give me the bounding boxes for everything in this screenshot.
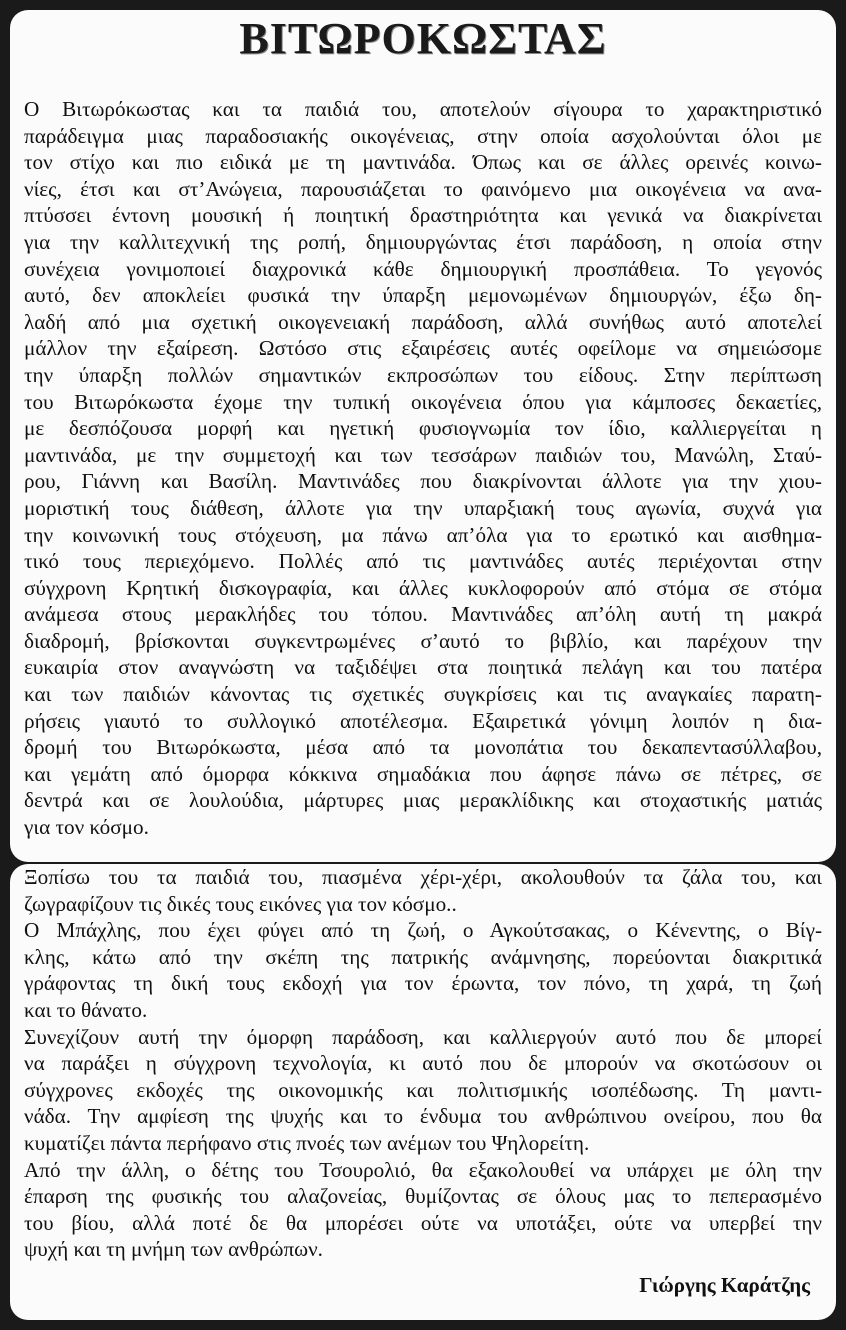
text-line: πτύσσει έντονη μουσική ή ποιητική δραστηριότητα και γενικά να διακρίνεται — [24, 203, 822, 228]
text-line: σύγχρονη Κρητική δισκογραφία, και άλλες κυκλοφορούν από στόμα σε στόμα — [24, 575, 822, 600]
text-line: για τον κόσμο. — [24, 815, 149, 840]
text-line: την κοινωνική τους στόχευση, μα πάνω απ’όλα για το ερωτικό και αισθημα- — [24, 522, 822, 547]
text-line: νάδα. Την αμφίεση της ψυχής και το ένδυμα του ανθρώπινου ονείρου, που θα — [24, 1104, 822, 1129]
text-line: ρήσεις γιαυτό το συλλογικό αποτέλεσμα. Εξαιρετικά γόνιμη λοιπόν η δια- — [24, 708, 822, 733]
text-line: δεντρά και σε λουλούδια, μάρτυρες μιας μερακλίδικης και στοχαστικής ματιάς — [24, 788, 822, 813]
text-line: Ο Βιτωρόκωστας και τα παιδιά του, αποτελούν σίγουρα το χαρακτηριστικό — [24, 97, 822, 121]
text-line: Ξοπίσω του τα παιδιά του, πιασμένα χέρι-χέρι, ακολουθούν τα ζάλα του, και — [24, 865, 822, 889]
text-line: και το θάνατο. — [24, 997, 148, 1022]
text-line: ευκαιρία στον αναγνώστη να ταξιδέψει στα ποιητικά πελάγη και του πατέρα — [24, 655, 822, 680]
text-line: ζωγραφίζουν τις δικές τους εικόνες για τον κόσμο.. — [24, 891, 457, 916]
text-line: μοριστική τους διάθεση, άλλοτε για την υπαρξιακή τους αγωνία, συχνά για — [24, 495, 822, 520]
text-line: ψυχή και τη μνήμη των ανθρώπων. — [24, 1237, 323, 1262]
text-line: Συνεχίζουν αυτή την όμορφη παράδοση, και καλλιεργούν αυτό που δε μπορεί — [24, 1024, 822, 1049]
text-line: την ύπαρξη πολλών σημαντικών εκπροσώπων του είδους. Στην περίπτωση — [24, 362, 822, 387]
text-line: και των παιδιών κάνοντας τις σχετικές συγκρίσεις και τις αναγκαίες παρατη- — [24, 682, 822, 707]
text-line: λαδή από μια σχετική οικογενειακή παράδοση, αλλά συνήθως αυτό αποτελεί — [24, 309, 822, 334]
text-line: τον στίχο και πιο ειδικά με τη μαντινάδα. Όπως και σε άλλες ορεινές κοινω- — [24, 150, 822, 175]
text-line: του βίου, αλλά ποτέ δε θα μπορέσει ούτε να υποτάξει, ούτε να υπερβεί την — [24, 1210, 822, 1235]
text-line: σύγχρονες εκδοχές της οικονομικής και πολιτισμικής ισοπέδωσης. Τη μαντι- — [24, 1077, 822, 1102]
text-line: αυτό, δεν αποκλείει φυσικά την ύπαρξη μεμονωμένων δημιουργών, έξω δη- — [24, 283, 822, 308]
text-line: Από την άλλη, ο δέτης του Τσουρολιό, θα εξακολουθεί να υπάρχει με όλη την — [24, 1157, 822, 1182]
top-panel — [10, 10, 836, 862]
text-line: κυματίζει πάντα περήφανο στις πνοές των ανέμων του Ψηλορείτη. — [24, 1130, 590, 1155]
text-line: του Βιτωρόκωστα έχομε την τυπική οικογένεια όπου για κάμποσες δεκαετίες, — [24, 389, 822, 414]
text-line: συνέχεια γονιμοποιεί διαχρονικά κάθε δημιουργική προσπάθεια. Το γεγονός — [24, 256, 822, 281]
paragraph-continuation — [24, 864, 822, 1263]
text-line: έπαρση της φυσικής του αλαζονείας, θυμίζοντας σε όλους μας το πεπερασμένο — [24, 1184, 822, 1209]
text-line: νίες, έτσι και στ’Ανώγεια, παρουσιάζεται το φαινόμενο μια οικογένεια να ανα- — [24, 176, 822, 201]
text-line: παράδειγμα μιας παραδοσιακής οικογένειας, στην οποία ασχολούνται όλοι με — [24, 123, 822, 148]
text-line: με δεσπόζουσα μορφή και ηγετική φυσιογνωμία τον ίδιο, καλλιεργείται η — [24, 416, 822, 441]
text-line: κλης, κάτω από την σκέπη της πατρικής ανάμνησης, πορεύονται διακριτικά — [24, 944, 822, 969]
text-line: μάλλον την εξαίρεση. Ωστόσο στις εξαιρέσεις αυτές οφείλομε να σημειώσομε — [24, 336, 822, 361]
text-line: και γεμάτη από όμορφα κόκκινα σημαδάκια που άφησε πάνω σε πέτρες, σε — [24, 761, 822, 786]
text-line: Ο Μπάχλης, που έχει φύγει από τη ζωή, ο Αγκούτσακας, ο Κένεντης, ο Βίγ- — [24, 918, 822, 943]
paragraph-main — [24, 96, 822, 841]
text-line: να παράξει η σύγχρονη τεχνολογία, κι αυτό που δε μπορούν να σκοτώσουν οι — [24, 1051, 822, 1076]
text-line: τικό τους περιεχόμενο. Πολλές από τις μαντινάδες αυτές περιέχονται στην — [24, 549, 822, 574]
text-line: διαδρομή, βρίσκονται συγκεντρωμένες σ’αυτό το βιβλίο, και παρέχουν την — [24, 628, 822, 653]
text-line: μαντινάδα, με την συμμετοχή και των τεσσάρων παιδιών του, Μανώλη, Σταύ- — [24, 442, 822, 467]
page-title: ΒΙΤΩΡΟΚΩΣΤΑΣ — [239, 14, 607, 63]
text-line: γράφοντας τη δική τους εκδοχή για τον έρωντα, τον πόνο, τη χαρά, τη ζωή — [24, 971, 822, 996]
author-signature: Γιώργης Καράτζης — [639, 1272, 810, 1297]
text-line: ρου, Γιάννη και Βασίλη. Μαντινάδες που διακρίνονται άλλοτε για την χιου- — [24, 469, 822, 494]
text-line: ανάμεσα στους μερακλήδες του τόπου. Μαντινάδες απ’όλη αυτή τη μακρά — [24, 602, 822, 627]
text-line: δρομή του Βιτωρόκωστα, μέσα από τα μονοπάτια του δεκαπεντασύλλαβου, — [24, 735, 822, 760]
text-line: για την καλλιτεχνική της ροπή, δημιουργώντας έτσι παράδοση, η οποία στην — [24, 229, 822, 254]
bottom-panel — [10, 864, 836, 1320]
